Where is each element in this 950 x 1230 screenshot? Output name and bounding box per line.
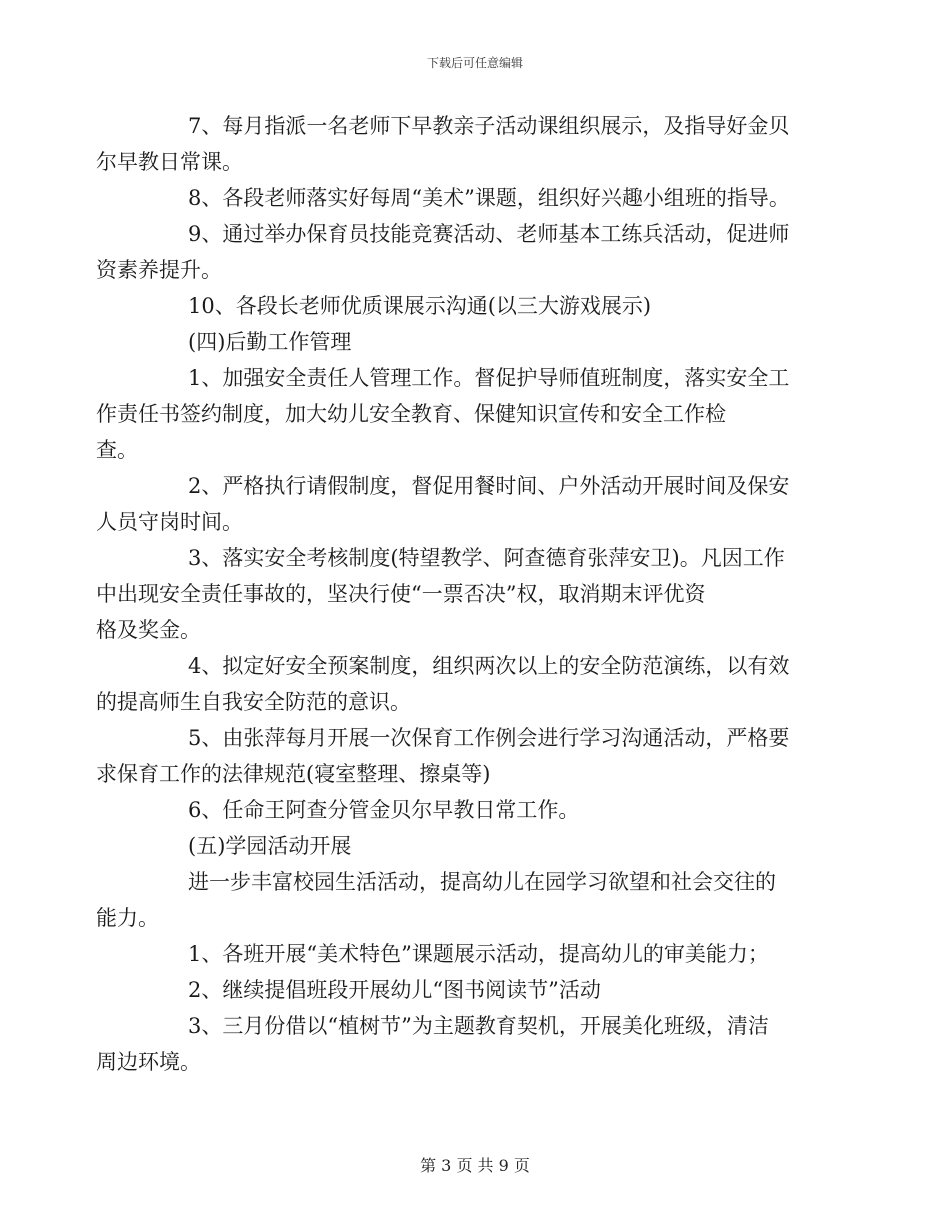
paragraph	[142, 828, 822, 864]
paragraph-line: 6、任命王阿查分管金贝尔早教日常工作。	[188, 798, 580, 822]
paragraph	[96, 360, 822, 468]
paragraph	[96, 720, 822, 792]
paragraph-line: 4、拟定好安全预案制度，组织两次以上的安全防范演练，以有效	[188, 654, 790, 678]
paragraph-line: 人员守岗时间。	[96, 510, 243, 534]
paragraph-line: 资素养提升。	[96, 258, 222, 282]
paragraph-line: 1、加强安全责任人管理工作。督促护导师值班制度，落实安全工	[188, 366, 790, 390]
paragraph	[142, 288, 822, 324]
paragraph-line: 7、每月指派一名老师下早教亲子活动课组织展示，及指导好金贝	[188, 114, 790, 138]
paragraph-line: 1、各班开展“美术特色”课题展示活动，提高幼儿的审美能力；	[188, 942, 769, 966]
paragraph	[96, 648, 822, 720]
paragraph-line: 能力。	[96, 906, 159, 930]
paragraph	[96, 108, 822, 180]
paragraph-line: 8、各段老师落实好每周“美术”课题，组织好兴趣小组班的指导。	[188, 186, 790, 210]
paragraph-line: 格及奖金。	[96, 618, 201, 642]
paragraph-line: 9、通过举办保育员技能竞赛活动、老师基本工练兵活动，促进师	[188, 222, 790, 246]
paragraph	[96, 216, 822, 288]
paragraph	[142, 180, 822, 216]
paragraph	[142, 972, 822, 1008]
paragraph-line: 5、由张萍每月开展一次保育工作例会进行学习沟通活动，严格要	[188, 726, 790, 750]
paragraph	[96, 468, 822, 540]
paragraph	[142, 792, 822, 828]
paragraph	[142, 936, 822, 972]
paragraph-line: 进一步丰富校园生活活动，提高幼儿在园学习欲望和社会交往的	[188, 870, 776, 894]
paragraph-line: 3、落实安全考核制度(特望教学、阿查德育张萍安卫)。凡因工作	[188, 546, 785, 570]
paragraph-line: 周边环境。	[96, 1050, 201, 1074]
paragraph-line: 作责任书签约制度，加大幼儿安全教育、保健知识宣传和安全工作检	[96, 402, 726, 426]
page-footer: 第 3 页 共 9 页	[420, 1156, 530, 1175]
paragraph-line: 查。	[96, 438, 138, 462]
paragraph-line: 的提高师生自我安全防范的意识。	[96, 690, 411, 714]
paragraph-line: 2、继续提倡班段开展幼儿“图书阅读节”活动	[188, 978, 601, 1002]
paragraph-line: 中出现安全责任事故的，坚决行使“一票否决”权，取消期末评优资	[96, 582, 706, 606]
paragraph	[96, 1008, 822, 1080]
paragraph	[96, 864, 822, 936]
paragraph-line: 10、各段长老师优质课展示沟通(以三大游戏展示)	[188, 294, 652, 318]
paragraph-line: 求保育工作的法律规范(寝室整理、擦桌等)	[96, 762, 491, 786]
paragraph-line: 2、严格执行请假制度，督促用餐时间、户外活动开展时间及保安	[188, 474, 790, 498]
paragraph-line: 3、三月份借以“植树节”为主题教育契机，开展美化班级，清洁	[188, 1014, 769, 1038]
paragraph-line: (五)学园活动开展	[188, 834, 352, 858]
paragraph	[96, 540, 822, 648]
paragraph-line: 尔早教日常课。	[96, 150, 243, 174]
document-body	[96, 108, 822, 1080]
paragraph	[142, 324, 822, 360]
page-header: 下载后可任意编辑	[426, 56, 523, 70]
paragraph-line: (四)后勤工作管理	[188, 330, 352, 354]
